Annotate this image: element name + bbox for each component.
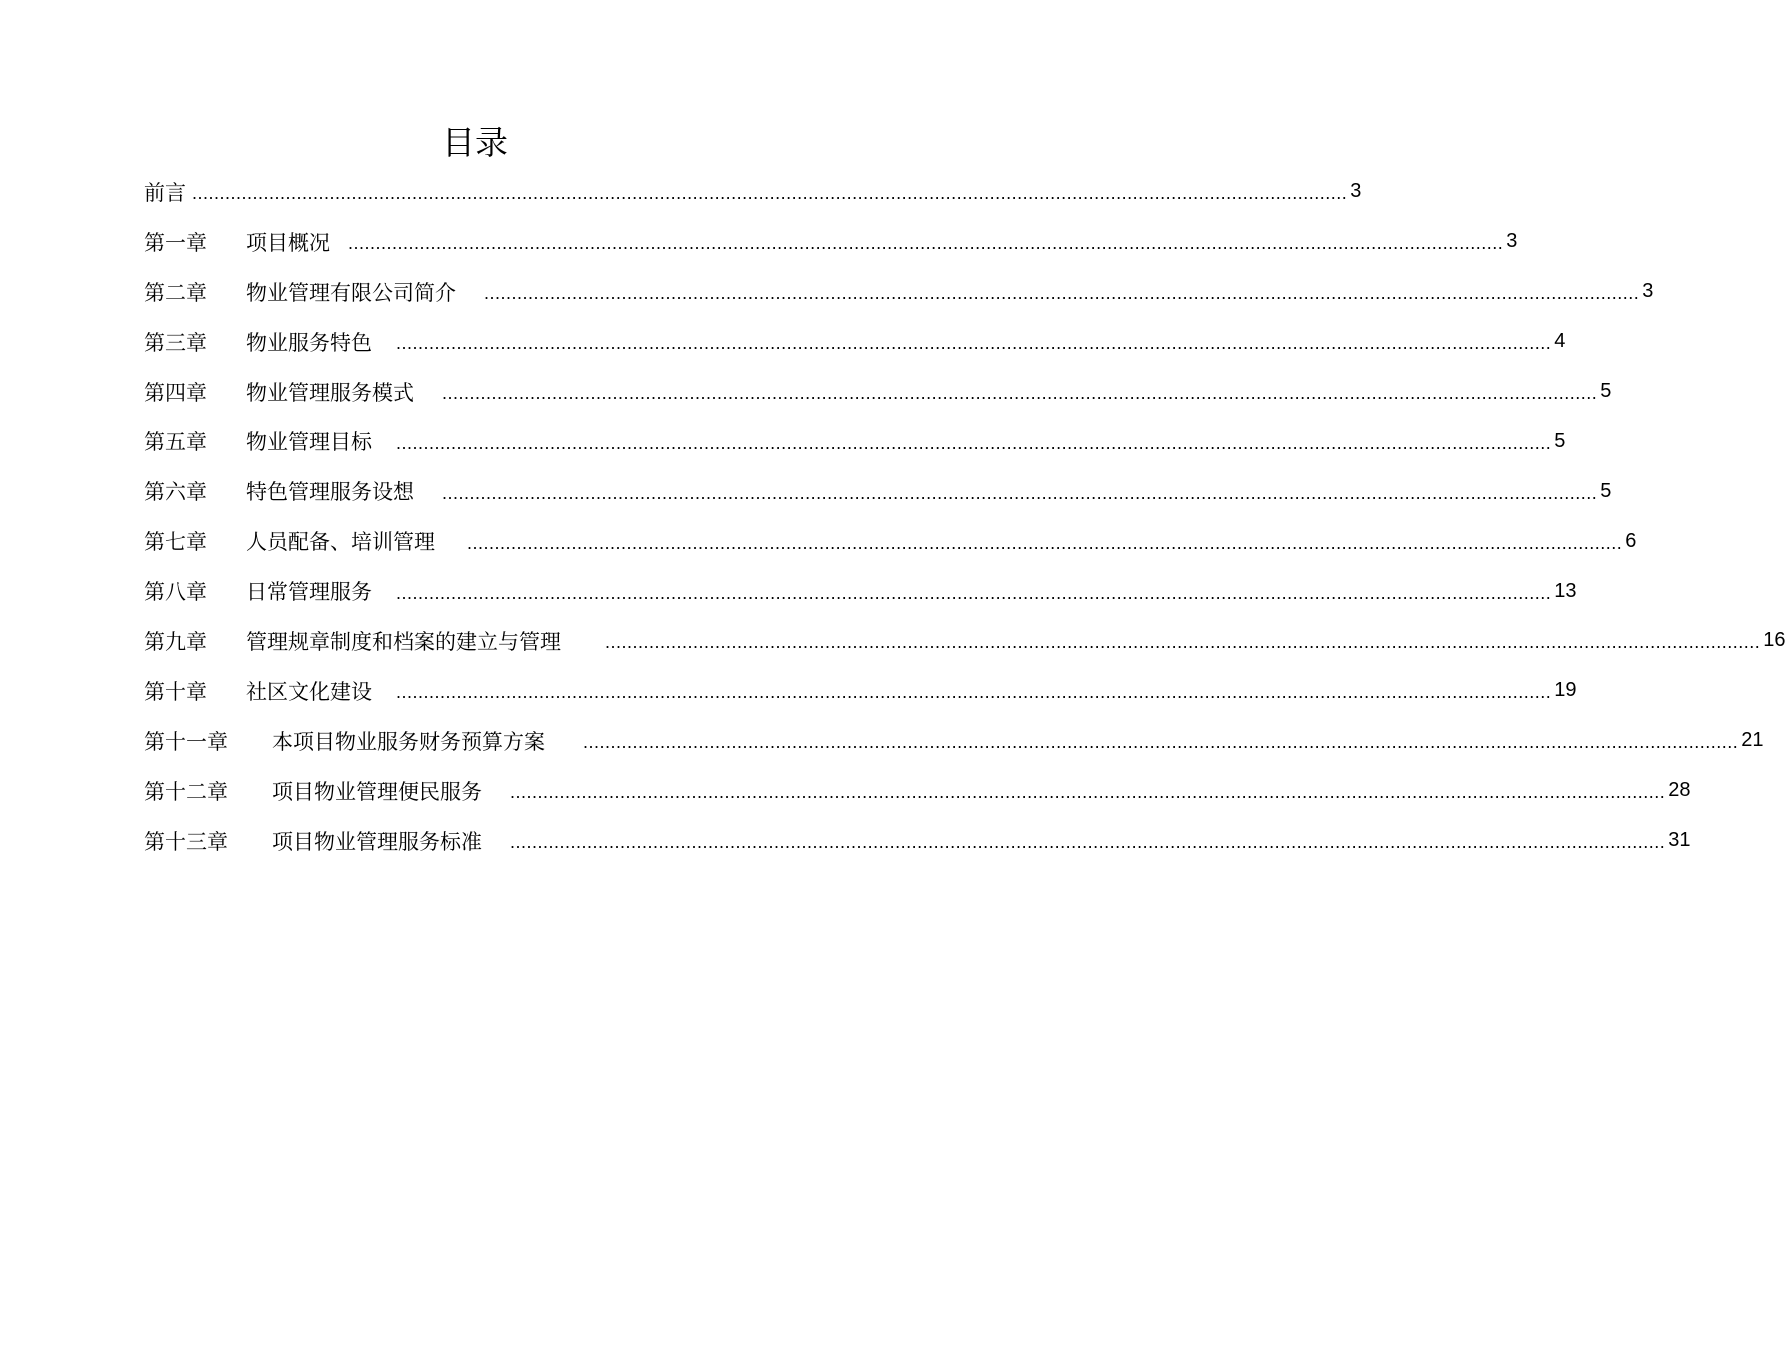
toc-page-number: 5 — [1600, 380, 1612, 402]
toc-leader-dots: .................................................................................................................................................................................................................. — [510, 832, 1666, 853]
toc-page-number: 3 — [1506, 230, 1518, 253]
toc-chapter-label: 第十二章 — [144, 779, 228, 804]
toc-chapter-label: 第一章 — [144, 230, 207, 255]
toc-chapter-title: 物业管理目标 — [246, 430, 372, 455]
toc-chapter-label: 第五章 — [144, 430, 207, 455]
toc-page-number: 16 — [1763, 629, 1785, 652]
toc-leader-dots: .................................................................................................................................................................................................................. — [484, 283, 1640, 304]
toc-leader-dots: .................................................................................................................................................................................................................. — [442, 482, 1598, 503]
toc-page-number: 19 — [1554, 679, 1577, 702]
toc-entry-chapter-13[interactable] — [144, 816, 1691, 866]
toc-entry-chapter-4[interactable] — [144, 367, 1612, 417]
toc-chapter-title: 项目概况 — [246, 230, 330, 255]
toc-entry-chapter-1[interactable] — [144, 217, 1518, 267]
toc-chapter-title: 社区文化建设 — [246, 679, 372, 704]
toc-leader-dots: .................................................................................................................................................................................................................. — [605, 632, 1761, 653]
toc-page-number: 5 — [1600, 479, 1612, 502]
toc-chapter-label: 第三章 — [144, 330, 207, 355]
toc-chapter-title: 日常管理服务 — [246, 580, 372, 605]
toc-page-number: 21 — [1741, 729, 1764, 752]
toc-chapter-label: 第二章 — [144, 280, 207, 305]
toc-chapter-title: 项目物业管理便民服务 — [272, 779, 482, 804]
toc-chapter-label: 第四章 — [144, 380, 207, 405]
toc-page-number: 3 — [1350, 180, 1362, 203]
toc-entry-chapter-6[interactable] — [144, 466, 1612, 516]
toc-page-number: 31 — [1668, 829, 1691, 852]
toc-entry-chapter-10[interactable] — [144, 666, 1577, 716]
toc-chapter-label: 前言 — [144, 180, 186, 205]
toc-chapter-label: 第十章 — [144, 679, 207, 704]
toc-entry-chapter-3[interactable] — [144, 317, 1566, 367]
toc-leader-dots: .................................................................................................................................................................................................................. — [510, 782, 1666, 803]
table-of-contents — [144, 167, 1785, 865]
toc-leader-dots: .................................................................................................................................................................................................................. — [396, 582, 1552, 603]
toc-chapter-title: 物业管理有限公司简介 — [246, 280, 456, 305]
toc-chapter-label: 第九章 — [144, 629, 207, 654]
toc-leader-dots: .................................................................................................................................................................................................................. — [192, 183, 1348, 204]
toc-page-number: 13 — [1554, 579, 1577, 602]
toc-leader-dots: .................................................................................................................................................................................................................. — [396, 682, 1552, 703]
toc-entry-chapter-7[interactable] — [144, 516, 1637, 566]
toc-entry-preface[interactable] — [144, 167, 1362, 217]
toc-chapter-title: 人员配备、培训管理 — [246, 530, 435, 555]
toc-chapter-label: 第七章 — [144, 530, 207, 555]
toc-leader-dots: .................................................................................................................................................................................................................. — [396, 432, 1552, 453]
toc-chapter-title: 管理规章制度和档案的建立与管理 — [246, 629, 561, 654]
toc-chapter-label: 第六章 — [144, 480, 207, 505]
toc-page-number: 3 — [1642, 280, 1654, 303]
toc-chapter-title: 项目物业管理服务标准 — [272, 829, 482, 854]
toc-leader-dots: .................................................................................................................................................................................................................. — [467, 532, 1623, 553]
toc-entry-chapter-9[interactable] — [144, 616, 1785, 666]
toc-entry-chapter-11[interactable] — [144, 716, 1764, 766]
toc-page-number: 28 — [1668, 779, 1691, 802]
toc-entry-chapter-5[interactable] — [144, 416, 1566, 466]
toc-leader-dots: .................................................................................................................................................................................................................. — [442, 383, 1598, 403]
toc-page-number: 4 — [1554, 330, 1566, 353]
toc-page-number: 6 — [1625, 529, 1637, 552]
toc-page-number: 5 — [1554, 429, 1566, 452]
toc-chapter-title: 物业服务特色 — [246, 330, 372, 355]
toc-entry-chapter-12[interactable] — [144, 766, 1691, 816]
toc-leader-dots: .................................................................................................................................................................................................................. — [396, 333, 1552, 354]
toc-chapter-label: 第十三章 — [144, 829, 228, 854]
toc-entry-chapter-2[interactable] — [144, 267, 1654, 317]
toc-leader-dots: .................................................................................................................................................................................................................. — [348, 233, 1504, 254]
toc-entry-chapter-8[interactable] — [144, 566, 1577, 616]
toc-chapter-title: 物业管理服务模式 — [246, 380, 414, 405]
toc-chapter-title: 特色管理服务设想 — [246, 480, 414, 505]
toc-chapter-label: 第十一章 — [144, 729, 228, 754]
toc-title: 目录 — [442, 123, 508, 162]
toc-chapter-title: 本项目物业服务财务预算方案 — [272, 729, 545, 754]
toc-leader-dots: .................................................................................................................................................................................................................. — [583, 732, 1739, 753]
toc-chapter-label: 第八章 — [144, 580, 207, 605]
